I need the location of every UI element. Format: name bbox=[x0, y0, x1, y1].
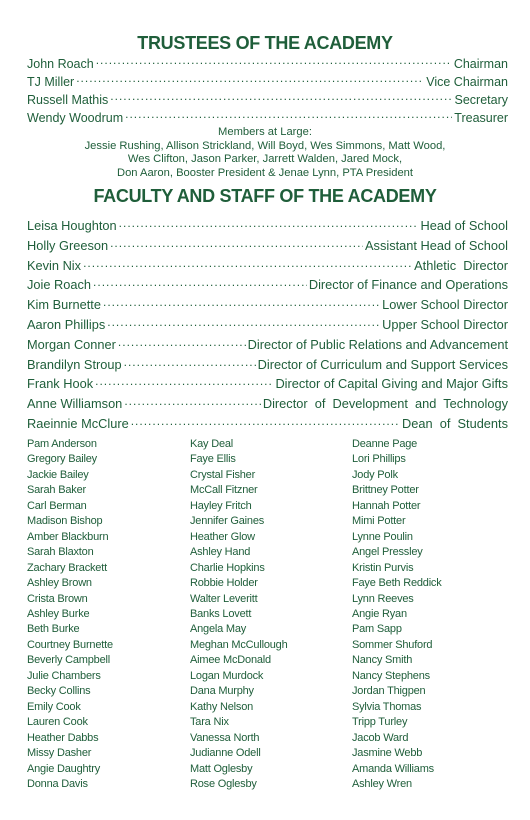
staff-name: Charlie Hopkins bbox=[190, 561, 265, 574]
trustee-name: TJ Miller bbox=[27, 75, 75, 89]
trustees-heading: TRUSTEES OF THE ACADEMY bbox=[137, 33, 393, 53]
staff-column-1 bbox=[27, 437, 113, 792]
staff-name: Courtney Burnette bbox=[27, 638, 113, 651]
staff-name: Banks Lovett bbox=[190, 607, 252, 620]
trustees-list bbox=[27, 55, 508, 127]
trustee-name: Russell Mathis bbox=[27, 93, 109, 107]
leader-dots bbox=[93, 276, 307, 289]
faculty-row bbox=[27, 256, 508, 276]
faculty-title: Director of Capital Giving and Major Gifts bbox=[275, 376, 508, 392]
staff-name: Dana Murphy bbox=[190, 685, 254, 698]
staff-name: McCall Fitzner bbox=[190, 484, 258, 497]
trustee-title: Secretary bbox=[454, 93, 508, 107]
faculty-title: Lower School Director bbox=[382, 297, 508, 313]
staff-name: Donna Davis bbox=[27, 777, 88, 790]
leader-dots bbox=[124, 395, 261, 408]
faculty-title: Dean of Students bbox=[402, 415, 508, 431]
faculty-title: Athletic Director bbox=[414, 257, 508, 273]
faculty-row bbox=[27, 374, 508, 394]
staff-name: Jacob Ward bbox=[352, 731, 409, 744]
staff-name: Deanne Page bbox=[352, 438, 418, 450]
faculty-title: Upper School Director bbox=[382, 316, 508, 332]
faculty-name: Raeinnie McClure bbox=[27, 415, 129, 431]
staff-name: Vanessa North bbox=[190, 731, 260, 744]
faculty-row bbox=[27, 335, 508, 355]
staff-name: Robbie Holder bbox=[190, 577, 258, 590]
staff-name: Logan Murdock bbox=[190, 669, 264, 682]
staff-name: Jackie Bailey bbox=[27, 468, 89, 481]
faculty-name: Morgan Conner bbox=[27, 336, 116, 352]
staff-name: Faye Beth Reddick bbox=[352, 577, 442, 590]
leader-dots bbox=[103, 296, 380, 309]
staff-name: Nancy Smith bbox=[352, 654, 413, 667]
faculty-row bbox=[27, 355, 508, 375]
staff-name: Hannah Potter bbox=[352, 499, 421, 512]
faculty-row bbox=[27, 216, 508, 236]
staff-name: Julie Chambers bbox=[27, 669, 101, 682]
staff-name: Pam Sapp bbox=[352, 623, 402, 636]
leader-dots bbox=[110, 237, 363, 250]
faculty-title: Director of Curriculum and Support Services bbox=[257, 356, 508, 372]
staff-name: Rose Oglesby bbox=[190, 777, 257, 790]
leader-dots bbox=[119, 217, 419, 230]
trustee-title: Treasurer bbox=[454, 111, 508, 125]
staff-name: Lynn Reeves bbox=[352, 592, 414, 605]
faculty-row bbox=[27, 275, 508, 295]
staff-name: Crista Brown bbox=[27, 592, 88, 605]
faculty-title: Assistant Head of School bbox=[365, 237, 508, 253]
staff-name: Nancy Stephens bbox=[352, 669, 430, 682]
staff-name: Heather Dabbs bbox=[27, 731, 99, 744]
trustee-row bbox=[27, 55, 508, 73]
leader-dots bbox=[110, 91, 452, 104]
staff-name: Beth Burke bbox=[27, 623, 80, 636]
staff-name: Jennifer Gaines bbox=[190, 515, 265, 528]
faculty-row bbox=[27, 394, 508, 414]
staff-name: Amber Blackburn bbox=[27, 530, 109, 543]
staff-name: Lynne Poulin bbox=[352, 530, 413, 543]
members-line: Wes Clifton, Jason Parker, Jarrett Walden, Jared Mock, bbox=[127, 153, 403, 166]
leader-dots bbox=[95, 375, 273, 388]
staff-name: Pam Anderson bbox=[27, 438, 97, 450]
faculty-name: Leisa Houghton bbox=[27, 218, 117, 233]
staff-name: Sylvia Thomas bbox=[352, 700, 422, 713]
staff-name: Lori Phillips bbox=[352, 453, 406, 466]
faculty-title: Director of Finance and Operations bbox=[308, 277, 508, 293]
faculty-name: Kevin Nix bbox=[27, 257, 82, 273]
faculty-heading: FACULTY AND STAFF OF THE ACADEMY bbox=[93, 186, 437, 206]
trustee-title: Vice Chairman bbox=[426, 75, 508, 89]
leader-dots bbox=[96, 55, 452, 68]
staff-name: Angela May bbox=[190, 623, 247, 636]
trustee-row bbox=[27, 91, 508, 109]
staff-name: Jordan Thigpen bbox=[352, 685, 426, 698]
faculty-row bbox=[27, 295, 508, 315]
staff-name: Crystal Fisher bbox=[190, 468, 256, 481]
leader-dots bbox=[125, 109, 452, 122]
faculty-row bbox=[27, 315, 508, 335]
staff-name: Mimi Potter bbox=[352, 515, 406, 528]
staff-name: Heather Glow bbox=[190, 530, 255, 543]
staff-name: Kathy Nelson bbox=[190, 700, 254, 713]
staff-name: Matt Oglesby bbox=[190, 762, 253, 775]
members-at-large bbox=[0, 126, 530, 180]
staff-name: Tripp Turley bbox=[352, 716, 408, 729]
staff-name: Jasmine Webb bbox=[352, 747, 423, 760]
staff-name: Carl Berman bbox=[27, 499, 87, 512]
members-line: Don Aaron, Booster President & Jenae Lynn, PTA President bbox=[116, 166, 414, 179]
faculty-row bbox=[27, 414, 508, 434]
staff-name: Sommer Shuford bbox=[352, 638, 433, 651]
staff-name: Ashley Hand bbox=[190, 546, 251, 559]
trustee-title: Chairman bbox=[453, 57, 508, 71]
staff-name: Beverly Campbell bbox=[27, 654, 111, 667]
staff-name: Becky Collins bbox=[27, 685, 91, 698]
faculty-list bbox=[27, 216, 508, 434]
staff-name: Sarah Baker bbox=[27, 484, 86, 497]
faculty-name: Holly Greeson bbox=[27, 237, 109, 253]
staff-name: Ashley Wren bbox=[352, 777, 412, 790]
staff-name: Missy Dasher bbox=[27, 747, 92, 760]
staff-name: Kristin Purvis bbox=[352, 561, 414, 574]
staff-name: Zachary Brackett bbox=[27, 561, 107, 574]
staff-name: Brittney Potter bbox=[352, 484, 419, 497]
staff-name: Ashley Burke bbox=[27, 607, 90, 620]
leader-dots bbox=[124, 356, 256, 369]
faculty-name: Kim Burnette bbox=[27, 297, 101, 313]
trustee-name: Wendy Woodrum bbox=[27, 111, 124, 125]
staff-name: Hayley Fritch bbox=[190, 499, 252, 512]
leader-dots bbox=[131, 415, 400, 428]
staff-name: Faye Ellis bbox=[190, 453, 236, 466]
staff-name: Tara Nix bbox=[190, 716, 229, 729]
leader-dots bbox=[83, 257, 412, 270]
staff-name: Sarah Blaxton bbox=[27, 546, 94, 559]
staff-name: Walter Leveritt bbox=[190, 592, 258, 605]
members-label: Members at Large: bbox=[218, 126, 312, 138]
members-line: Jessie Rushing, Allison Strickland, Will Boyd, Wes Simmons, Matt Wood, bbox=[84, 139, 446, 152]
staff-name: Aimee McDonald bbox=[190, 654, 271, 667]
faculty-name: Anne Williamson bbox=[27, 396, 123, 412]
staff-name: Angel Pressley bbox=[352, 546, 423, 559]
staff-name: Amanda Williams bbox=[352, 762, 434, 775]
trustee-row bbox=[27, 73, 508, 91]
faculty-name: Joie Roach bbox=[27, 277, 92, 293]
leader-dots bbox=[76, 73, 424, 86]
staff-name: Gregory Bailey bbox=[27, 453, 97, 466]
staff-name: Meghan McCullough bbox=[190, 638, 288, 651]
staff-name: Emily Cook bbox=[27, 700, 81, 713]
faculty-name: Brandilyn Stroup bbox=[27, 356, 122, 372]
staff-name: Jody Polk bbox=[352, 468, 398, 481]
faculty-title: Head of School bbox=[420, 218, 508, 233]
staff-column-3 bbox=[352, 437, 442, 792]
staff-name: Angie Ryan bbox=[352, 607, 407, 620]
faculty-title: Director of Development and Technology bbox=[262, 396, 508, 412]
staff-name: Lauren Cook bbox=[27, 716, 88, 729]
faculty-row bbox=[27, 236, 508, 256]
staff-column-2 bbox=[190, 437, 288, 792]
staff-name: Judianne Odell bbox=[190, 747, 261, 760]
faculty-title: Director of Public Relations and Advancement bbox=[247, 336, 508, 352]
trustee-name: John Roach bbox=[27, 57, 94, 71]
staff-name: Madison Bishop bbox=[27, 515, 103, 528]
faculty-name: Frank Hook bbox=[27, 376, 94, 392]
staff-name: Ashley Brown bbox=[27, 577, 92, 590]
trustee-row bbox=[27, 109, 508, 127]
leader-dots bbox=[107, 316, 380, 329]
faculty-name: Aaron Phillips bbox=[27, 316, 106, 332]
leader-dots bbox=[118, 336, 246, 349]
staff-name: Angie Daughtry bbox=[27, 762, 101, 775]
staff-name: Kay Deal bbox=[190, 438, 234, 450]
